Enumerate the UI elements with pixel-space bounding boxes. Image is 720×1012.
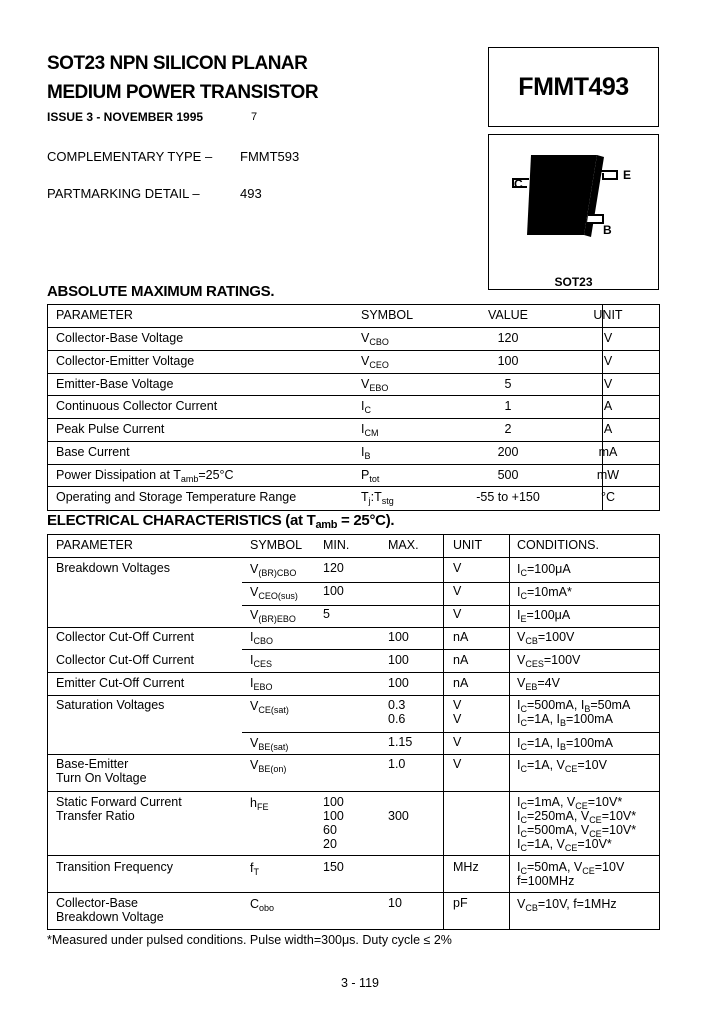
elec-header-parameter: PARAMETER [56, 538, 133, 552]
footnote: *Measured under pulsed conditions. Pulse width=300μs. Duty cycle ≤ 2% [47, 933, 452, 947]
pin-c-label: C [514, 177, 523, 191]
elec-param: Base-Emitter Turn On Voltage [56, 757, 147, 785]
elec-max: 100 [388, 676, 409, 690]
abs-value: 5 [504, 377, 512, 391]
abs-param: Collector-Emitter Voltage [56, 354, 195, 368]
elec-symbol: $V_{(BR)CBO}$ [250, 562, 297, 578]
package-box [488, 134, 659, 290]
abs-max-table [47, 304, 660, 511]
elec-symbol: $I_{CES}$ [250, 653, 272, 669]
elec-max: 300 [388, 809, 409, 823]
elec-table [47, 534, 660, 930]
elec-symbol: $V_{CEO(sus)}$ [250, 585, 298, 601]
elec-param-breakdown: Breakdown Voltages [56, 561, 170, 575]
elec-unit: V [453, 757, 462, 771]
elec-condition: $I_C=10mA*$ [517, 585, 572, 601]
elec-param: Collector Cut-Off Current [56, 653, 195, 667]
abs-symbol: $V_{EBO}$ [361, 377, 389, 393]
elec-unit: nA [453, 653, 469, 667]
elec-condition: $I_C=500mA$, $I_B=50mA$ $I_C=1A$, $I_B=100mA$ [517, 698, 631, 728]
abs-header-value: VALUE [487, 308, 529, 322]
elec-max: 100 [388, 653, 409, 667]
elec-max: 0.3 0.6 [388, 698, 406, 726]
issue-mark: 7 [251, 111, 258, 123]
abs-value: 2 [504, 422, 512, 436]
elec-condition: $I_C=100\mu A$ [517, 562, 571, 578]
elec-max: 1.15 [388, 735, 413, 749]
issue-line: ISSUE 3 - NOVEMBER 1995 [47, 110, 204, 124]
elec-max: 10 [388, 896, 402, 910]
elec-unit: pF [453, 896, 468, 910]
sot23-package-drawing [489, 135, 657, 288]
elec-condition: $V_{EB}=4V$ [517, 676, 560, 692]
elec-symbol: $C_{obo}$ [250, 897, 275, 913]
abs-unit: A [603, 422, 613, 436]
abs-param: Power Dissipation at $T_{amb}=25^\circ C$ [56, 468, 234, 484]
elec-symbol: $V_{BE(sat)}$ [250, 736, 289, 752]
elec-unit: nA [453, 630, 469, 644]
abs-value: 1 [504, 399, 512, 413]
elec-max: 100 [388, 630, 409, 644]
page-number: 3 - 119 [341, 976, 379, 990]
elec-unit: V [453, 735, 462, 749]
abs-symbol: $T_j:T_{stg}$ [361, 490, 394, 506]
elec-unit: V [453, 607, 462, 621]
elec-min: 100 [323, 584, 344, 598]
elec-symbol: $f_T$ [250, 861, 259, 877]
abs-unit: V [603, 377, 613, 391]
abs-max-title: ABSOLUTE MAXIMUM RATINGS. [47, 283, 275, 300]
partmarking-value: 493 [240, 186, 262, 201]
abs-symbol: $I_{CM}$ [361, 422, 379, 438]
elec-condition: $I_C=1mA$, $V_{CE}=10V*$ $I_C=250mA$, $V_{CE}=10V*$ $I_C=500mA$, $V_{CE}=10V*$ $I_C=1A$, $V_{CE}=10V*$ [517, 795, 637, 853]
abs-param: Base Current [56, 445, 130, 459]
elec-unit: MHz [453, 860, 479, 874]
abs-unit: V [603, 354, 613, 368]
complementary-label: COMPLEMENTARY TYPE – [47, 149, 213, 164]
partmarking-label: PARTMARKING DETAIL – [47, 186, 200, 201]
title-line-1: SOT23 NPN SILICON PLANAR [47, 53, 308, 74]
elec-param: Transition Frequency [56, 860, 173, 874]
elec-condition: $I_C=1A$, $V_{CE}=10V$ [517, 758, 607, 774]
abs-value: -55 to +150 [476, 490, 540, 504]
elec-condition: $I_C=1A$, $I_B=100mA$ [517, 736, 613, 752]
abs-unit: A [603, 399, 613, 413]
abs-unit: mA [598, 445, 618, 459]
elec-header-min: MIN. [323, 538, 350, 552]
abs-value: 120 [497, 331, 519, 345]
abs-symbol: $I_B$ [361, 445, 371, 461]
elec-title: ELECTRICAL CHARACTERISTICS (at $T_{amb} = 25^\circ C$). [47, 512, 395, 531]
elec-param: Collector Cut-Off Current [56, 630, 195, 644]
abs-unit: mW [596, 468, 620, 482]
abs-value: 200 [497, 445, 519, 459]
elec-max: 1.0 [388, 757, 406, 771]
elec-param: Collector-Base Breakdown Voltage [56, 896, 164, 924]
package-name: SOT23 [554, 275, 593, 289]
elec-header-symbol: SYMBOL [250, 538, 303, 552]
elec-condition: $V_{CB}=100V$ [517, 630, 575, 646]
abs-param: Operating and Storage Temperature Range [56, 490, 297, 504]
part-number-box [488, 47, 659, 127]
elec-symbol: $V_{CE(sat)}$ [250, 699, 289, 715]
elec-min: 120 [323, 561, 344, 575]
elec-symbol: $V_{BE(on)}$ [250, 758, 287, 774]
elec-condition: $V_{CB}=10V$, f=1MHz [517, 897, 617, 913]
elec-min: 100 100 60 20 [323, 795, 344, 851]
elec-condition: $I_C=50mA$, $V_{CE}=10V$ f=100MHz [517, 860, 625, 888]
elec-condition: $V_{CES}=100V$ [517, 653, 581, 669]
elec-header-max: MAX. [388, 538, 419, 552]
elec-min: 5 [323, 607, 330, 621]
abs-unit: °C [600, 490, 616, 504]
pin-b-label: B [603, 223, 612, 237]
title-line-2: MEDIUM POWER TRANSISTOR [47, 82, 319, 103]
abs-symbol: $I_C$ [361, 399, 371, 415]
elec-param: Static Forward Current Transfer Ratio [56, 795, 182, 823]
elec-unit: nA [453, 676, 469, 690]
elec-param: Saturation Voltages [56, 698, 165, 712]
elec-symbol: $I_{CBO}$ [250, 630, 273, 646]
pin-e-label: E [623, 168, 632, 182]
part-number: FMMT493 [518, 72, 629, 101]
abs-value: 100 [497, 354, 519, 368]
abs-symbol: $P_{tot}$ [361, 468, 380, 484]
abs-symbol: $V_{CBO}$ [361, 331, 389, 347]
abs-param: Continuous Collector Current [56, 399, 218, 413]
elec-symbol: $V_{(BR)EBO}$ [250, 608, 296, 624]
elec-header-unit: UNIT [453, 538, 483, 552]
abs-param: Emitter-Base Voltage [56, 377, 174, 391]
elec-unit: V [453, 561, 462, 575]
abs-header-unit: UNIT [593, 308, 623, 322]
complementary-value: FMMT593 [240, 149, 300, 164]
abs-symbol: $V_{CEO}$ [361, 354, 389, 370]
elec-symbol: $h_{FE}$ [250, 796, 269, 812]
abs-header-symbol: SYMBOL [361, 308, 414, 322]
elec-unit: V [453, 584, 462, 598]
abs-value: 500 [497, 468, 519, 482]
abs-param: Peak Pulse Current [56, 422, 165, 436]
abs-param: Collector-Base Voltage [56, 331, 184, 345]
abs-header-parameter: PARAMETER [56, 308, 133, 322]
elec-header-conditions: CONDITIONS. [517, 538, 599, 552]
elec-min: 150 [323, 860, 344, 874]
elec-unit: V V [453, 698, 462, 726]
elec-symbol: $I_{EBO}$ [250, 676, 273, 692]
elec-param: Emitter Cut-Off Current [56, 676, 185, 690]
elec-condition: $I_E=100\mu A$ [517, 608, 571, 624]
abs-unit: V [603, 331, 613, 345]
